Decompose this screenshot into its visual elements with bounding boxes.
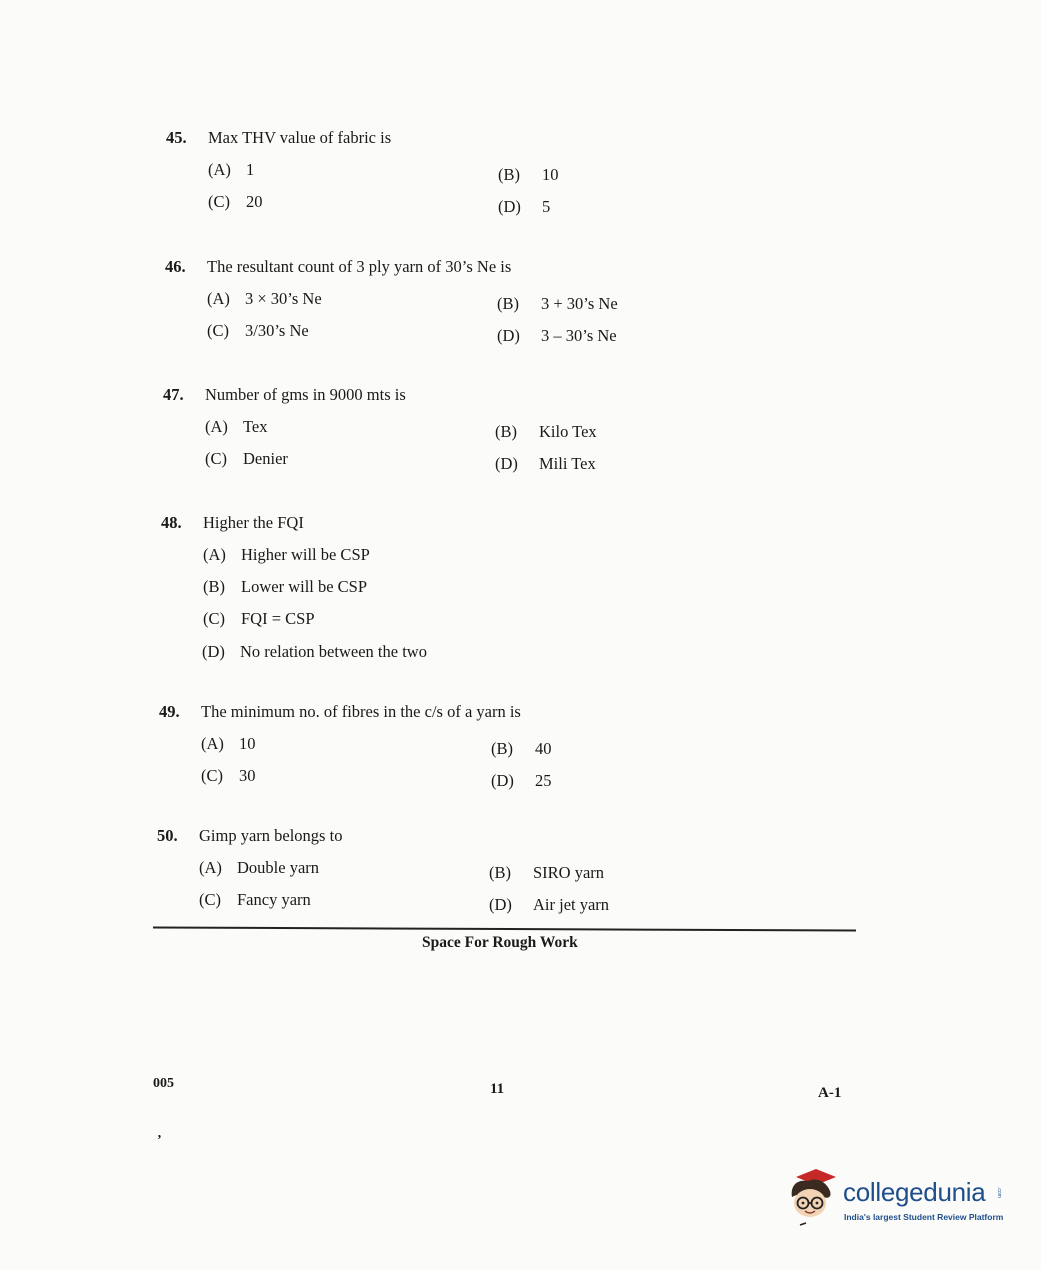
paper-code: 005: [153, 1076, 174, 1091]
option-label: (A): [208, 160, 231, 179]
question-number: 46.: [165, 257, 186, 276]
logo-wordmark: collegedunia: [843, 1177, 986, 1207]
option-text: 40: [535, 739, 552, 758]
question-stem: Number of gms in 9000 mts is: [205, 385, 406, 404]
option-text: Lower will be CSP: [241, 577, 368, 596]
option-a: [205, 417, 268, 437]
option-d: [497, 326, 617, 346]
question-number: 48.: [161, 513, 182, 532]
rough-work-heading: Space For Rough Work: [422, 934, 578, 951]
option-label: (D): [202, 642, 225, 661]
option-label: (A): [207, 289, 230, 308]
option-b: [498, 165, 559, 185]
option-text: 5: [542, 197, 551, 216]
question-stem: Higher the FQI: [203, 513, 304, 532]
option-c: [205, 449, 288, 469]
option-text: Tex: [243, 417, 268, 436]
option-label: (C): [208, 192, 230, 211]
option-text: Double yarn: [237, 858, 320, 877]
option-c: [201, 766, 256, 786]
option-text: Air jet yarn: [533, 895, 610, 914]
option-label: (D): [498, 197, 521, 216]
option-text: 3 × 30’s Ne: [245, 289, 322, 308]
option-label: (A): [203, 545, 226, 564]
option-text: 20: [246, 192, 263, 211]
collegedunia-logo: [786, 1163, 1011, 1229]
option-text: 10: [239, 734, 256, 753]
question-45: [166, 128, 666, 228]
option-a: [208, 160, 254, 180]
option-d: [498, 197, 550, 217]
option-a: [199, 858, 319, 878]
question-47: [163, 385, 663, 485]
page-number: 11: [490, 1081, 505, 1097]
option-text: No relation between the two: [240, 642, 427, 661]
option-b: [495, 422, 597, 442]
option-label: (D): [491, 771, 514, 790]
question-stem: Max THV value of fabric is: [208, 128, 392, 147]
option-d: [202, 642, 427, 662]
option-text: Denier: [243, 449, 288, 468]
option-c: [208, 192, 263, 212]
option-c: [199, 890, 311, 910]
logo-domain-suffix: .com: [996, 1187, 1002, 1198]
option-b: [491, 739, 552, 759]
option-text: Kilo Tex: [539, 422, 597, 441]
question-stem: The resultant count of 3 ply yarn of 30’s Ne is: [207, 257, 512, 276]
option-text: Fancy yarn: [237, 890, 311, 909]
option-label: (B): [491, 739, 513, 758]
question-stem: The minimum no. of fibres in the c/s of a yarn is: [201, 702, 521, 721]
option-label: (C): [203, 609, 225, 628]
option-label: (C): [199, 890, 221, 909]
collegedunia-mascot-icon: [786, 1163, 842, 1229]
option-text: 25: [535, 771, 552, 790]
option-label: (C): [205, 449, 227, 468]
option-d: [491, 771, 552, 791]
option-label: (C): [201, 766, 223, 785]
option-text: Higher will be CSP: [241, 545, 370, 564]
option-label: (B): [203, 577, 225, 596]
option-d: [489, 895, 609, 915]
option-b: [497, 294, 618, 314]
option-c: [207, 321, 309, 341]
option-label: (C): [207, 321, 229, 340]
option-text: 10: [542, 165, 559, 184]
series-code: A-1: [818, 1085, 842, 1101]
option-b: [489, 863, 604, 883]
option-text: 1: [246, 160, 255, 179]
question-50: [157, 826, 657, 926]
question-49: [159, 702, 659, 802]
option-label: (A): [201, 734, 224, 753]
option-label: (D): [495, 454, 518, 473]
option-a: [203, 545, 370, 565]
option-text: Mili Tex: [539, 454, 596, 473]
option-text: 3 + 30’s Ne: [541, 294, 618, 313]
question-stem: Gimp yarn belongs to: [199, 826, 343, 845]
option-a: [207, 289, 322, 309]
option-label: (B): [498, 165, 520, 184]
scan-mark: ’: [157, 1133, 162, 1148]
option-b: [203, 577, 367, 597]
option-label: (D): [497, 326, 520, 345]
option-text: SIRO yarn: [533, 863, 605, 882]
option-text: FQI = CSP: [241, 609, 315, 628]
option-label: (D): [489, 895, 512, 914]
option-text: 3/30’s Ne: [245, 321, 309, 340]
option-label: (B): [495, 422, 517, 441]
option-label: (A): [205, 417, 228, 436]
option-text: 30: [239, 766, 256, 785]
question-number: 50.: [157, 826, 178, 845]
option-d: [495, 454, 596, 474]
question-46: [165, 257, 665, 357]
rough-work-divider: [153, 926, 856, 931]
option-a: [201, 734, 256, 754]
question-number: 45.: [166, 128, 187, 147]
option-label: (B): [497, 294, 519, 313]
question-48: [161, 513, 661, 663]
logo-tagline: India's largest Student Review Platform: [844, 1212, 1004, 1222]
question-number: 47.: [163, 385, 184, 404]
option-c: [203, 609, 315, 629]
question-number: 49.: [159, 702, 180, 721]
option-label: (B): [489, 863, 511, 882]
option-text: 3 – 30’s Ne: [541, 326, 617, 345]
option-label: (A): [199, 858, 222, 877]
